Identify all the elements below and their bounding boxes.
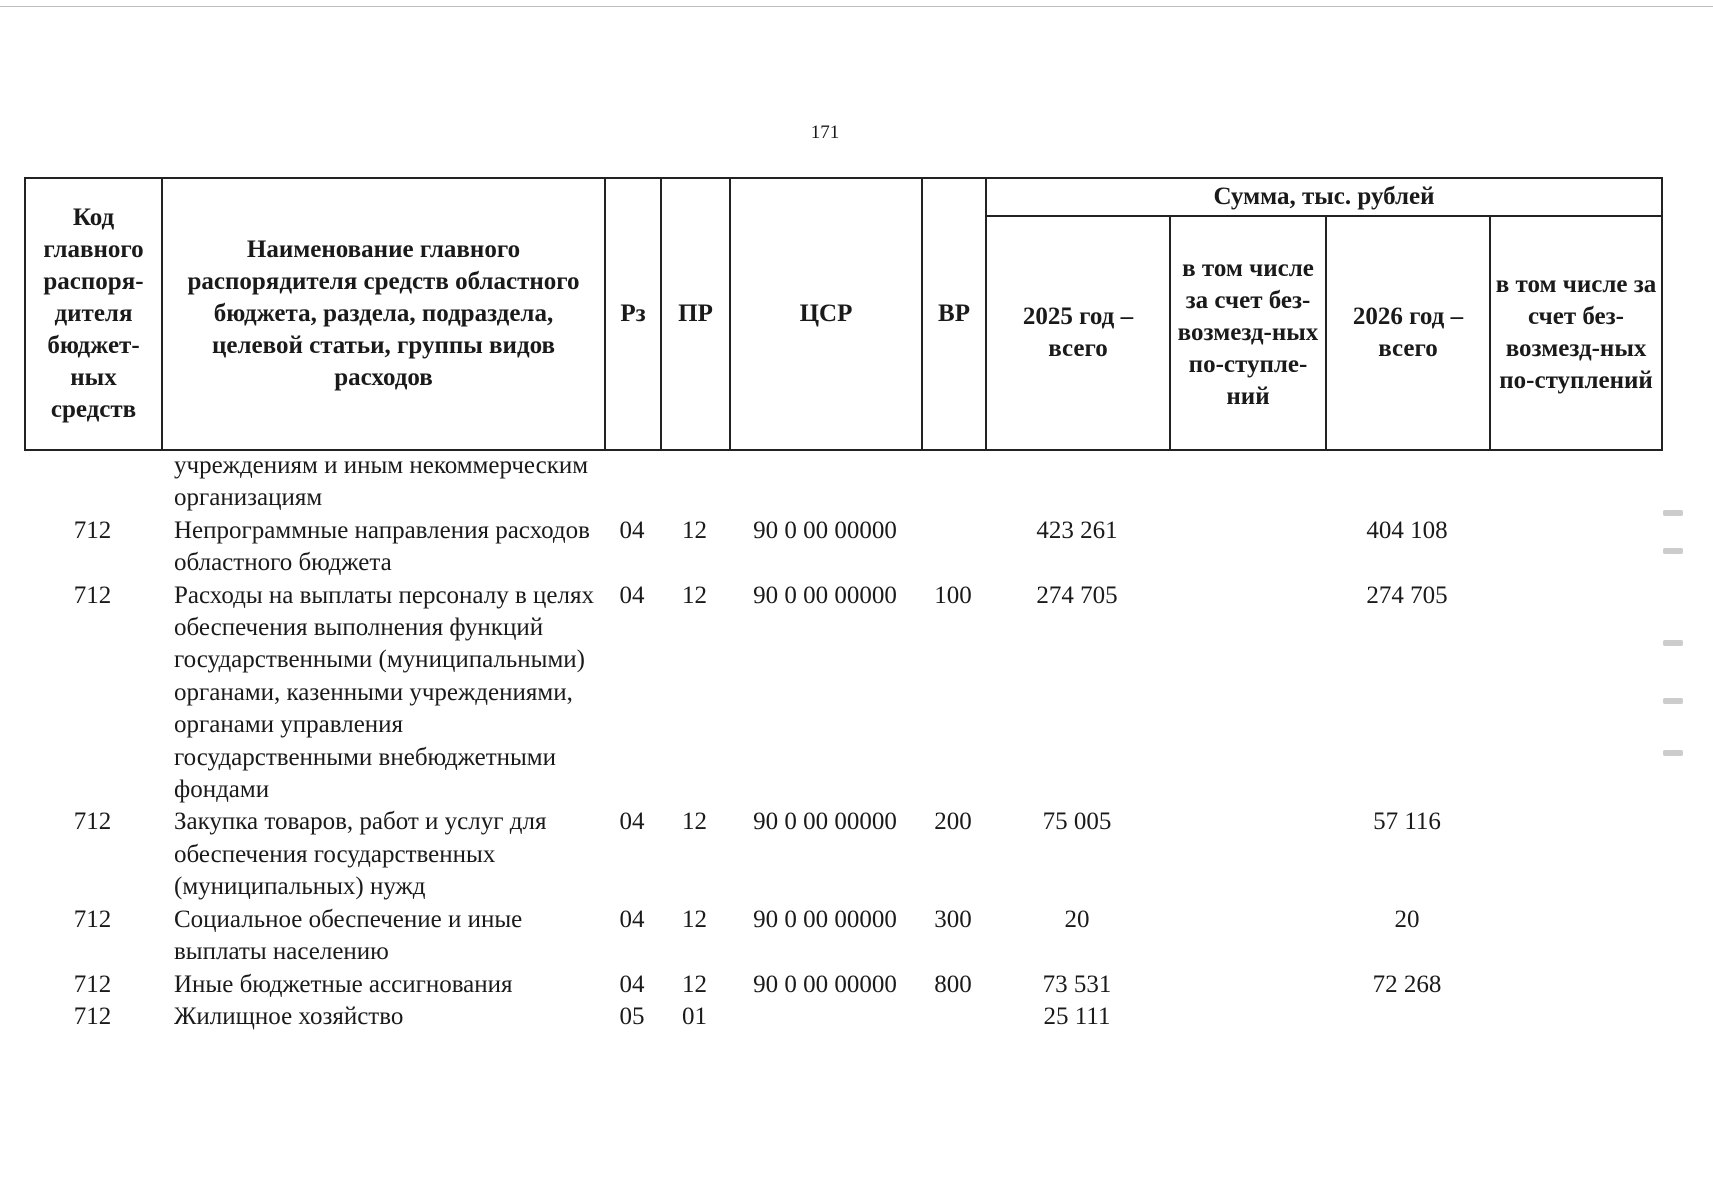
cell-sum-2025: 73 531	[1042, 970, 1112, 998]
cell-sum-2026: 72 268	[1372, 970, 1442, 998]
page-number: 171	[810, 122, 840, 143]
cell-pr: 12	[682, 970, 707, 998]
cell-name: Непрограммные направления расходов областного бюджета	[174, 516, 590, 577]
table-row	[24, 904, 1661, 969]
cell-csr: 90 0 00 00000	[753, 581, 897, 609]
header-vr: ВР	[922, 178, 986, 450]
budget-table-header	[24, 177, 1663, 451]
cell-name: Расходы на выплаты персоналу в целях обеспечения выполнения функций государственными (муниципальными) органами, казенными учреждениями, органами управления государственными внебюджетными фондами	[174, 581, 594, 804]
header-name: Наименование главного распорядителя средств областного бюджета, раздела, подраздела, целевой статьи, группы видов расходов	[162, 178, 605, 450]
cell-sum-2026: 274 705	[1366, 581, 1448, 609]
header-csr: ЦСР	[730, 178, 922, 450]
cell-pr: 12	[682, 808, 707, 836]
cell-vr: 100	[934, 581, 972, 609]
cell-sum-2025: 274 705	[1036, 581, 1118, 609]
cell-sum-2026: 57 116	[1373, 808, 1441, 836]
scan-mark	[1663, 750, 1683, 756]
table-row	[24, 515, 1661, 580]
cell-code: 712	[73, 516, 112, 544]
table-row	[24, 580, 1661, 807]
header-sum-2025-free: в том числе за счет без-возмезд-ных по-ступле-ний	[1170, 216, 1326, 450]
cell-name: Закупка товаров, работ и услуг для обеспечения государственных (муниципальных) нужд	[174, 808, 547, 901]
header-sum-2025-total: 2025 год – всего	[986, 216, 1170, 450]
cell-csr: 90 0 00 00000	[753, 970, 897, 998]
cell-pr: 12	[682, 516, 707, 544]
header-pr: ПР	[661, 178, 730, 450]
cell-csr: 90 0 00 00000	[753, 516, 897, 544]
cell-pr: 12	[682, 581, 707, 609]
cell-rz: 04	[619, 581, 645, 609]
cell-rz: 04	[619, 516, 645, 544]
cell-name: Социальное обеспечение и иные выплаты населению	[174, 905, 523, 966]
table-row	[24, 1001, 1661, 1033]
cell-code: 712	[73, 808, 112, 836]
header-sum-title: Сумма, тыс. рублей	[986, 178, 1662, 216]
cell-sum-2025: 75 005	[1042, 808, 1112, 836]
cell-vr: 200	[934, 808, 972, 836]
cell-csr: 90 0 00 00000	[753, 905, 897, 933]
cell-vr: 800	[934, 970, 972, 998]
header-rz: Рз	[605, 178, 661, 450]
scan-mark	[1663, 698, 1683, 704]
cell-vr: 300	[934, 905, 972, 933]
header-code: Код главного распоря-дителя бюджет-ных средств	[25, 178, 162, 450]
table-row	[24, 450, 1661, 515]
cell-csr: 90 0 00 00000	[753, 808, 897, 836]
cell-code: 712	[73, 970, 112, 998]
table-row	[24, 969, 1661, 1001]
cell-sum-2025: 20	[1064, 905, 1090, 933]
scan-mark	[1663, 640, 1683, 646]
scan-mark	[1663, 510, 1683, 516]
cell-rz: 04	[619, 808, 645, 836]
cell-rz: 04	[619, 970, 645, 998]
cell-code: 712	[73, 905, 112, 933]
cell-pr: 01	[682, 1002, 707, 1030]
cell-name: Иные бюджетные ассигнования	[174, 970, 513, 998]
cell-name: учреждениям и иным некоммерческим организациям	[174, 452, 589, 512]
cell-rz: 04	[619, 905, 645, 933]
header-sum-2026-free: в том числе за счет без-возмезд-ных по-ступлений	[1490, 216, 1662, 450]
budget-table-body	[24, 450, 1661, 1033]
scan-mark	[1663, 548, 1683, 554]
cell-rz: 05	[619, 1002, 645, 1030]
header-sum-2026-total: 2026 год – всего	[1326, 216, 1490, 450]
cell-code: 712	[73, 1002, 112, 1030]
scan-top-edge	[0, 6, 1713, 7]
cell-code: 712	[73, 581, 112, 609]
cell-sum-2025: 423 261	[1036, 516, 1118, 544]
scan-margin-marks	[1663, 500, 1693, 780]
cell-pr: 12	[682, 905, 707, 933]
cell-name: Жилищное хозяйство	[174, 1002, 404, 1030]
cell-sum-2025: 25 111	[1043, 1002, 1111, 1030]
cell-sum-2026: 404 108	[1366, 516, 1448, 544]
cell-sum-2026: 20	[1394, 905, 1420, 933]
table-row	[24, 806, 1661, 903]
